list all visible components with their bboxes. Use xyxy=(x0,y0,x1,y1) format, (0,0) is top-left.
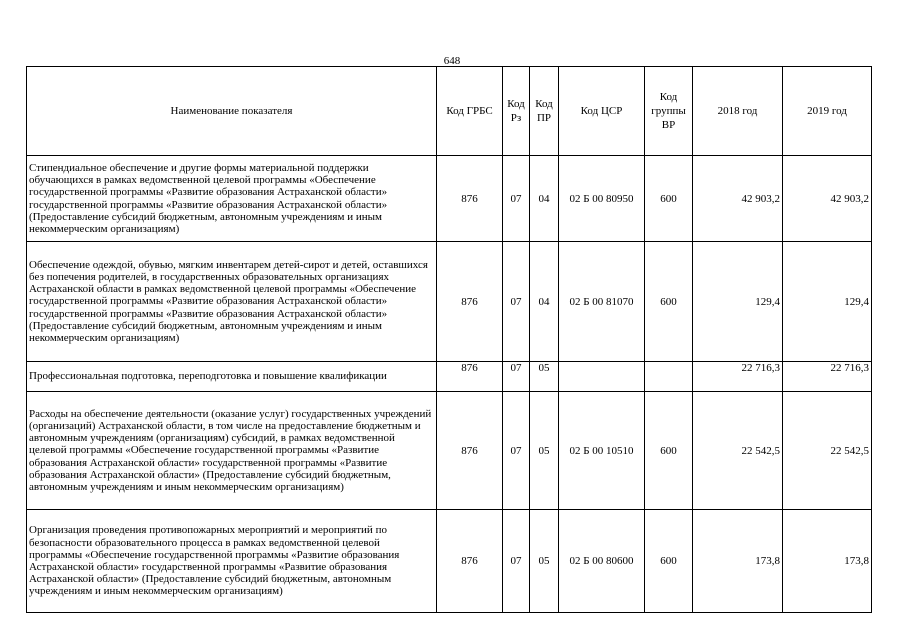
row-csr: 02 Б 00 80600 xyxy=(559,510,645,613)
row-csr: 02 Б 00 10510 xyxy=(559,392,645,510)
header-2018: 2018 год xyxy=(693,67,783,156)
header-name: Наименование показателя xyxy=(27,67,437,156)
row-rz: 07 xyxy=(503,362,530,392)
header-csr: Код ЦСР xyxy=(559,67,645,156)
budget-table xyxy=(26,66,872,613)
row-rz: 07 xyxy=(503,510,530,613)
row-rz: 07 xyxy=(503,156,530,242)
row-2019: 22 542,5 xyxy=(783,392,872,510)
row-vr: 600 xyxy=(645,156,693,242)
header-pr: Код ПР xyxy=(530,67,559,156)
table-row xyxy=(27,510,872,613)
row-2018: 42 903,2 xyxy=(693,156,783,242)
row-vr: 600 xyxy=(645,242,693,362)
table-row xyxy=(27,392,872,510)
row-2018: 173,8 xyxy=(693,510,783,613)
row-2018: 129,4 xyxy=(693,242,783,362)
row-grbs: 876 xyxy=(437,510,503,613)
row-grbs: 876 xyxy=(437,242,503,362)
table-row xyxy=(27,156,872,242)
row-2018: 22 542,5 xyxy=(693,392,783,510)
row-pr: 04 xyxy=(530,156,559,242)
row-vr xyxy=(645,362,693,392)
row-vr: 600 xyxy=(645,392,693,510)
header-2019: 2019 год xyxy=(783,67,872,156)
row-name: Расходы на обеспечение деятельности (оказание услуг) государственных учреждений (организаций) Астраханской области, в том числе на предоставление бюджетным и автономным учреждениям (организациям) субсидий, в рамках ведомственной целевой программы «Обеспечение государственной программы «Развитие образования Астраханской области» государственной программы «Развитие образования Астраханской области» (Предоставление субсидий бюджетным, автономным учреждениям и иным некоммерческим организациям) xyxy=(27,392,437,510)
row-name: Организация проведения противопожарных мероприятий и мероприятий по безопасности образовательного процесса в рамках ведомственной целевой программы «Обеспечение государственной программы «Развитие образования Астраханской области» государственной программы «Развитие образования Астраханской области» (Предоставление субсидий бюджетным, автономным учреждениям и иным некоммерческим организациям) xyxy=(27,510,437,613)
table-row xyxy=(27,242,872,362)
row-name: Профессиональная подготовка, переподготовка и повышение квалификации xyxy=(27,362,437,392)
row-name: Стипендиальное обеспечение и другие формы материальной поддержки обучающихся в рамках ведомственной целевой программы «Обеспечение государственной программы «Развитие образования Астраханской области» государственной программы «Развитие образования Астраханской области» (Предоставление субсидий бюджетным, автономным учреждениям и иным некоммерческим организациям) xyxy=(27,156,437,242)
row-grbs: 876 xyxy=(437,362,503,392)
row-csr: 02 Б 00 80950 xyxy=(559,156,645,242)
row-pr: 05 xyxy=(530,362,559,392)
row-2019: 129,4 xyxy=(783,242,872,362)
row-csr xyxy=(559,362,645,392)
header-rz: Код Рз xyxy=(503,67,530,156)
header-vr: Код группы ВР xyxy=(645,67,693,156)
row-pr: 04 xyxy=(530,242,559,362)
row-2019: 22 716,3 xyxy=(783,362,872,392)
row-csr: 02 Б 00 81070 xyxy=(559,242,645,362)
row-rz: 07 xyxy=(503,242,530,362)
row-rz: 07 xyxy=(503,392,530,510)
row-pr: 05 xyxy=(530,510,559,613)
page-number: 648 xyxy=(443,55,461,67)
row-pr: 05 xyxy=(530,392,559,510)
row-name: Обеспечение одеждой, обувью, мягким инвентарем детей-сирот и детей, оставшихся без попечения родителей, в государственных образовательных организациях Астраханской области в рамках ведомственной целевой программы «Обеспечение государственной программы «Развитие образования Астраханской области» государственной программы «Развитие образования Астраханской области» (Предоставление субсидий бюджетным, автономным учреждениям и иным некоммерческим организациям) xyxy=(27,242,437,362)
row-2018: 22 716,3 xyxy=(693,362,783,392)
header-grbs: Код ГРБС xyxy=(437,67,503,156)
row-grbs: 876 xyxy=(437,392,503,510)
table-row xyxy=(27,362,872,392)
row-vr: 600 xyxy=(645,510,693,613)
row-2019: 173,8 xyxy=(783,510,872,613)
header-row xyxy=(27,67,872,156)
row-grbs: 876 xyxy=(437,156,503,242)
row-2019: 42 903,2 xyxy=(783,156,872,242)
